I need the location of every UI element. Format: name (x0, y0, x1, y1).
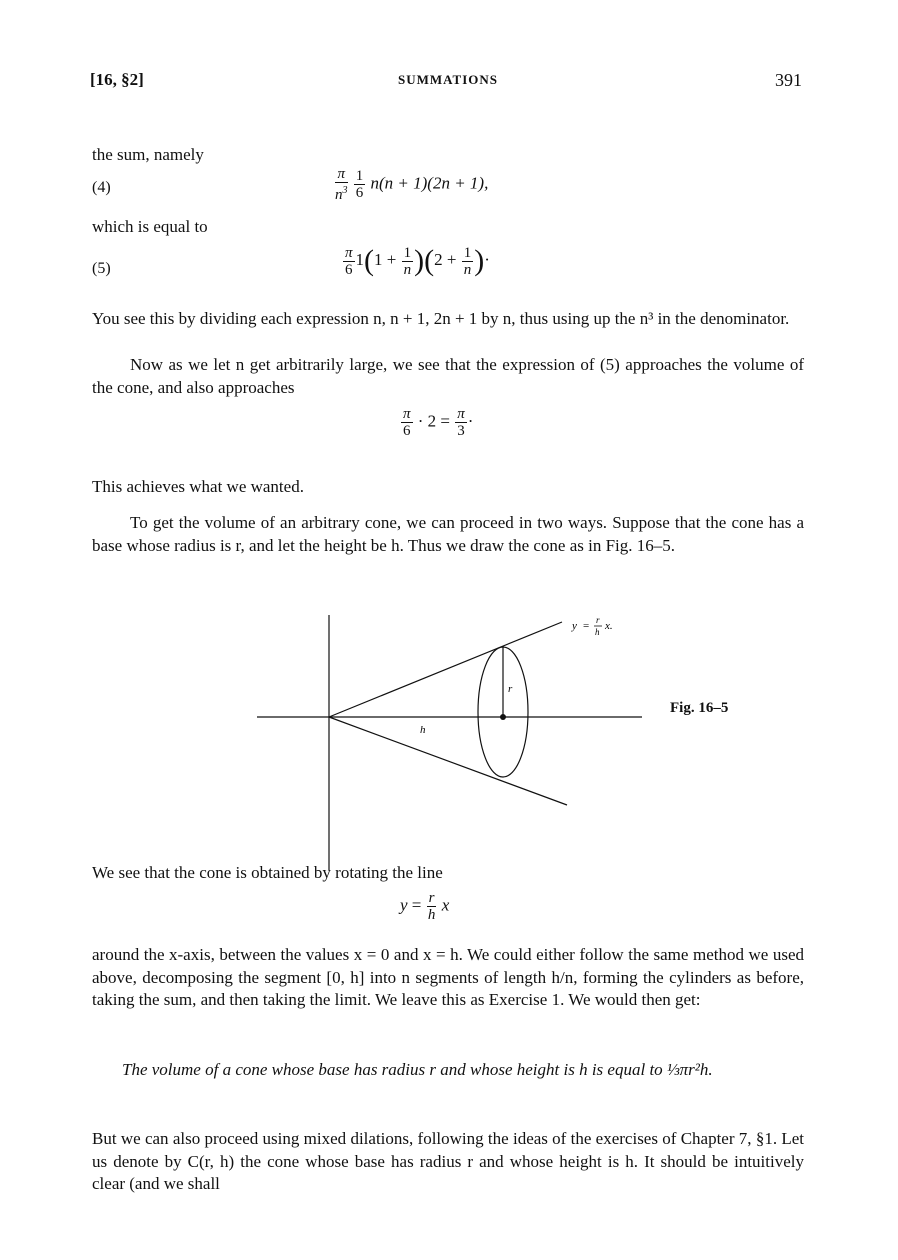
chapter-title: SUMMATIONS (397, 72, 499, 87)
svg-text:y: y (572, 620, 577, 632)
svg-text:x.: x. (605, 620, 613, 632)
equation-label-4: (4) (92, 179, 111, 196)
paragraph: To get the volume of an arbitrary cone, we can proceed in two ways. Suppose that the cone has a base whose radius is r, and let the height be h. Thus we draw the cone as in Fig. 16–5. (92, 513, 804, 555)
equation-label-5: (5) (92, 260, 111, 277)
radius-label: r (508, 683, 513, 695)
cone-figure (242, 615, 662, 875)
text-line: This achieves what we wanted. (92, 477, 304, 496)
height-label: h (420, 724, 426, 736)
svg-text:r: r (596, 615, 600, 625)
running-head (92, 70, 804, 92)
line-equation-label (571, 615, 613, 637)
paragraph: around the x-axis, between the values x = 0 and x = h. We could either follow the same method we used above, decomposing the segment [0, h] into n segments of length h/n, forming the cylinders as before, taking the sum, and then taking the limit. We leave this as Exercise 1. We would then get: (92, 945, 804, 1009)
text-line: which is equal to (92, 217, 208, 236)
paragraph: But we can also proceed using mixed dilations, following the ideas of the exercises of Chapter 7, §1. Let us denote by C(r, h) the cone whose base has radius r and whose height is h. It should be intuitively clear (and we shall (92, 1129, 804, 1193)
page-number: 391 (775, 70, 802, 90)
paragraph: You see this by dividing each expression n, n + 1, 2n + 1 by n, thus using up the n³ in the denominator. (92, 309, 790, 328)
equation-limit: $\frac{\pi}{6}$ · 2 = $\frac{\pi}{3}$ · (403, 406, 474, 439)
upper-line (329, 622, 562, 717)
text-line: We see that the cone is obtained by rotating the line (92, 863, 443, 882)
svg-text:=: = (583, 620, 590, 632)
section-reference: [16, §2] (90, 70, 144, 89)
theorem-statement: The volume of a cone whose base has radius r and whose height is h is equal to ⅓πr²h. (122, 1060, 713, 1079)
equation-line: y = $\frac{r}{h}$ x (400, 890, 450, 923)
text-line: the sum, namely (92, 145, 204, 164)
figure-caption: Fig. 16–5 (670, 700, 729, 716)
equation-4: $\frac{\pi}{n^3}$ $\frac{1}{6}$ n(n + 1)(2n + 1), (335, 166, 489, 203)
svg-text:h: h (595, 627, 600, 637)
lower-line (329, 717, 567, 805)
paragraph: Now as we let n get arbitrarily large, we see that the expression of (5) approaches the volume of the cone, and also approaches (92, 355, 804, 397)
equation-5: $\frac{\pi}{6}$ 1(1 + $\frac{1}{n}$ )(2 + $\frac{1}{n}$ )· (345, 244, 490, 278)
base-center-point (500, 714, 506, 720)
